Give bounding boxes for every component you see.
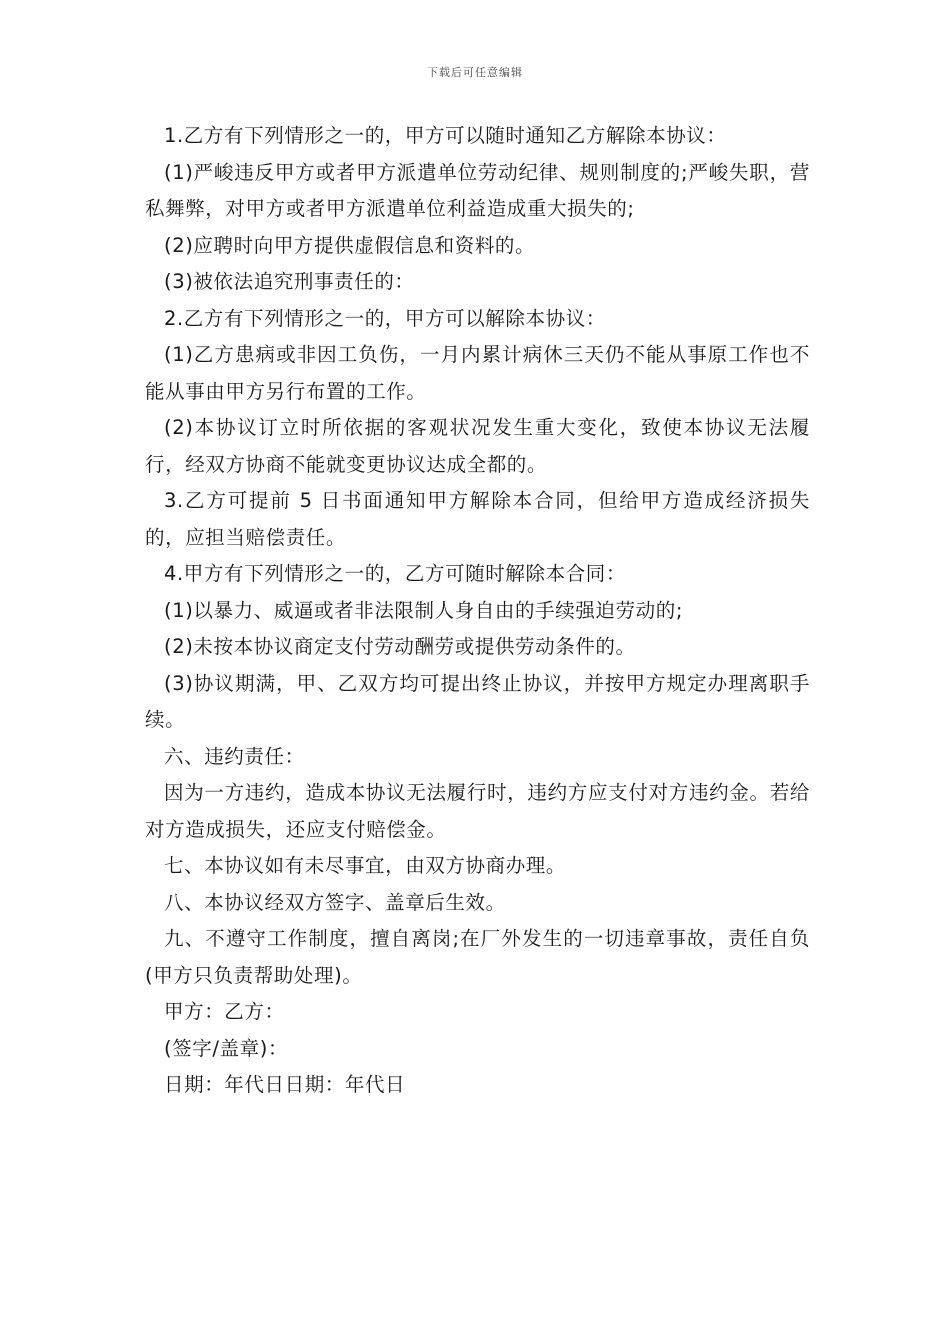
clause-paragraph: 3.乙方可提前 5 日书面通知甲方解除本合同，但给甲方造成经济损失的，应担当赔偿责任。	[145, 489, 810, 549]
signature-date: 日期：年代日日期：年代日	[164, 1073, 406, 1096]
document-body	[145, 118, 810, 1104]
section-heading: 八、本协议经双方签字、盖章后生效。	[164, 890, 506, 914]
clause-paragraph: (3)协议期满，甲、乙双方均可提出终止协议，并按甲方规定办理离职手续。	[145, 671, 810, 731]
clause-paragraph: (2)本协议订立时所依据的客观状况发生重大变化，致使本协议无法履行，经双方协商不能就变更协议达成全都的。	[145, 416, 810, 476]
clause-paragraph: 4.甲方有下列情形之一的，乙方可随时解除本合同：	[164, 562, 627, 585]
clause-paragraph: (2)未按本协议商定支付劳动酬劳或提供劳动条件的。	[164, 635, 636, 658]
clause-paragraph: 1.乙方有下列情形之一的，甲方可以随时通知乙方解除本协议：	[164, 124, 727, 147]
signature-parties: 甲方：乙方：	[164, 1000, 285, 1023]
signature-note: (签字/盖章)：	[164, 1036, 289, 1060]
clause-paragraph: (2)应聘时向甲方提供虚假信息和资料的。	[164, 233, 536, 257]
page-header: 下载后可任意编辑	[427, 66, 523, 79]
section-heading: 七、本协议如有未尽事宜，由双方协商办理。	[164, 854, 567, 877]
section-heading: 九、不遵守工作制度，擅自离岗;在厂外发生的一切违章事故，责任自负(甲方只负责帮助处理)。	[145, 927, 810, 987]
clause-paragraph: 因为一方违约，造成本协议无法履行时，违约方应支付对方违约金。若给对方造成损失，还应支付赔偿金。	[145, 781, 810, 841]
clause-paragraph: (3)被依法追究刑事责任的：	[164, 270, 415, 293]
section-heading: 六、违约责任：	[164, 744, 305, 768]
clause-paragraph: (1)以暴力、威逼或者非法限制人身自由的手续强迫劳动的;	[164, 598, 683, 622]
clause-paragraph: (1)严峻违反甲方或者甲方派遣单位劳动纪律、规则制度的;严峻失职，营私舞弊，对甲方或者甲方派遣单位利益造成重大损失的;	[145, 160, 810, 220]
clause-paragraph: 2.乙方有下列情形之一的，甲方可以解除本协议：	[164, 306, 606, 330]
clause-paragraph: (1)乙方患病或非因工负伤，一月内累计病休三天仍不能从事原工作也不能从事由甲方另行布置的工作。	[145, 343, 810, 403]
